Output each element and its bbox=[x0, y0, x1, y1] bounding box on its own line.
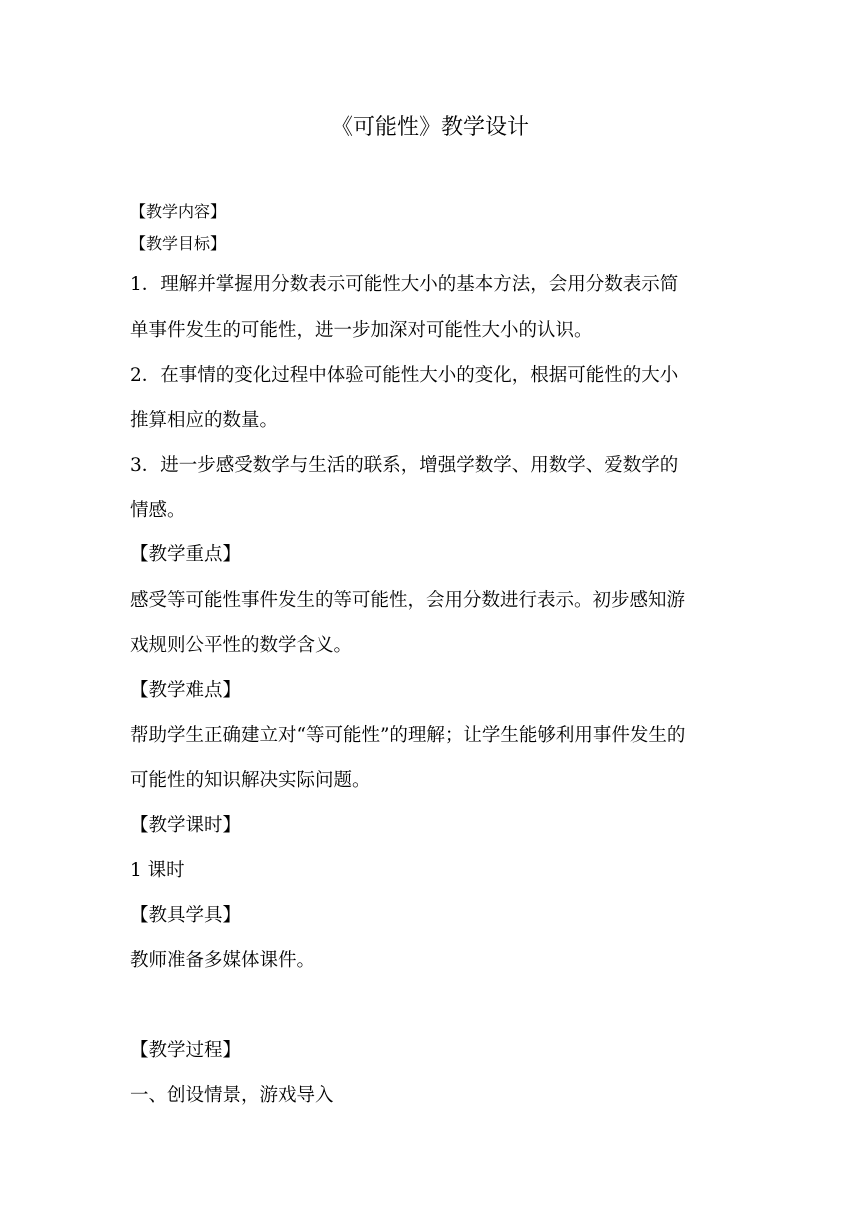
key-points-line-1: 感受等可能性事件发生的等可能性，会用分数进行表示。初步感知游 bbox=[130, 590, 686, 611]
class-hours-value: 1 课时 bbox=[130, 860, 185, 881]
document-title: 《可能性》教学设计 bbox=[330, 115, 529, 140]
section-heading-objectives: 【教学目标】 bbox=[130, 234, 227, 253]
section-heading-content: 【教学内容】 bbox=[130, 202, 227, 221]
section-heading-teaching-aids: 【教具学具】 bbox=[130, 905, 242, 926]
objective-2-line-2: 推算相应的数量。 bbox=[130, 410, 279, 431]
key-points-line-2: 戏规则公平性的数学含义。 bbox=[130, 635, 353, 656]
objective-3-line-2: 情感。 bbox=[130, 500, 186, 521]
objective-2-line-1: 2．在事情的变化过程中体验可能性大小的变化，根据可能性的大小 bbox=[130, 365, 679, 386]
difficulties-line-2: 可能性的知识解决实际问题。 bbox=[130, 770, 371, 791]
section-heading-difficulties: 【教学难点】 bbox=[130, 680, 242, 701]
teaching-aids-value: 教师准备多媒体课件。 bbox=[130, 950, 316, 971]
section-heading-class-hours: 【教学课时】 bbox=[130, 815, 242, 836]
section-heading-teaching-process: 【教学过程】 bbox=[130, 1040, 242, 1061]
section-heading-key-points: 【教学重点】 bbox=[130, 544, 242, 565]
objective-1-line-2: 单事件发生的可能性，进一步加深对可能性大小的认识。 bbox=[130, 320, 593, 341]
objective-3-line-1: 3．进一步感受数学与生活的联系，增强学数学、用数学、爱数学的 bbox=[130, 455, 679, 476]
difficulties-line-1: 帮助学生正确建立对“等可能性”的理解；让学生能够利用事件发生的 bbox=[130, 725, 686, 746]
teaching-process-step-1: 一、创设情景，游戏导入 bbox=[130, 1085, 334, 1106]
objective-1-line-1: 1．理解并掌握用分数表示可能性大小的基本方法，会用分数表示简 bbox=[130, 274, 679, 295]
